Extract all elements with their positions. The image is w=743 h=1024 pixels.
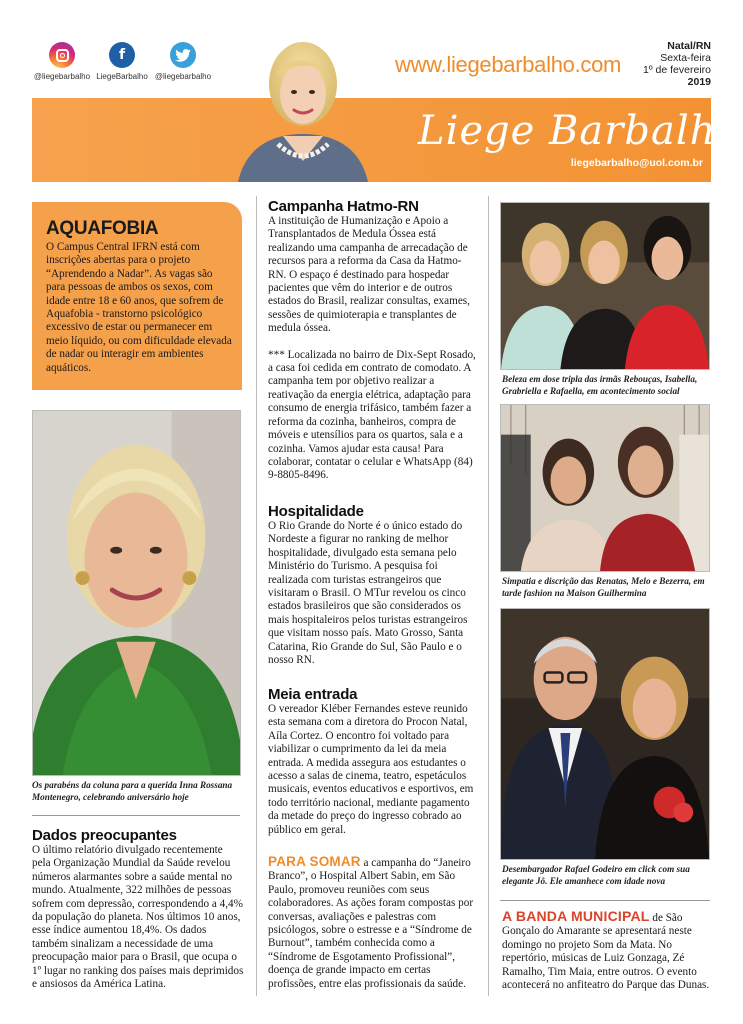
aquafobia-title: AQUAFOBIA	[46, 218, 159, 239]
column-divider	[256, 196, 257, 996]
hospitalidade-title: Hospitalidade	[268, 503, 364, 520]
website-link[interactable]: www.liegebarbalho.com	[395, 52, 622, 77]
photo-renatas-caption: Simpatia e discrição das Renatas, Melo e Bezerra, em tarde fashion na Maison Guilhermina	[502, 576, 705, 598]
city: Natal/RN	[667, 40, 711, 52]
aquafobia-text: O Campus Central IFRN está com inscrições abertas para o projeto “Aprendendo a Nadar”. As vagas são para pessoas de ambos os sexos, com idade entre 18 e 60 anos, que sofrem de Aquafobia - transtorno psicológico excessivo de estar ou permanecer em meio líquido, ou com dificuldade elevada de nadar ou interagir em ambientes aquáticos.	[46, 241, 232, 374]
meia-title: Meia entrada	[268, 686, 358, 703]
somar-article	[268, 855, 476, 991]
aquafobia-box	[32, 202, 242, 390]
dados-text: O último relatório divulgado recentemente pela Organização Mundial da Saúde revelou números alarmantes sobre a saúde mental no mundo. Atualmente, 322 milhões de pessoas sofrem com depressão, correspondendo a 4,4% da população do planeta. Nos últimos 10 anos, esse índice aumentou 18,4%. Os dados também sinalizam a necessidade de uma preocupação maior para o Brasil, que ocupa o 1º lugar no ranking dos países mais deprimidos e ansiosos da América Latina.	[32, 844, 244, 991]
date: 1º de fevereiro	[642, 64, 711, 76]
banda-text: de São Gonçalo do Amarante se apresentará neste domingo no projeto Som da Mata. No repertório, músicas de Luiz Gonzaga, Zé Ramalho, Tim Maia, entre outros. O evento acontecerá no anfiteatro do Parque das Dunas.	[502, 912, 710, 992]
photo-renatas	[500, 404, 710, 572]
campanha-article	[268, 198, 476, 483]
photo-reboucas-caption: Beleza em dose tripla das irmãs Rebouças, Isabella, Grabriella e Rafaella, em acontecimento social	[502, 374, 698, 396]
meia-text: O vereador Kléber Fernandes esteve reunido esta semana com a diretora do Procon Natal, Aíla Cortez. O encontro foi voltado para viabilizar o cumprimento da lei da meia entrada. A medida assegura aos estudantes o acesso a salas de cinema, teatro, espetáculos musicais, eventos educativos e esportivos, em todo território nacional, mediante pagamento da metade do preço do ingresso cobrado ao público em geral.	[268, 703, 474, 836]
edition-date	[643, 40, 711, 88]
instagram-link[interactable]	[32, 42, 92, 81]
dados-article	[32, 827, 244, 991]
instagram-handle: @liegebarbalho	[33, 72, 91, 81]
photo-reboucas-sisters	[500, 202, 710, 370]
facebook-icon: f	[109, 42, 135, 68]
weekday: Sexta-feira	[660, 52, 711, 64]
instagram-icon	[49, 42, 75, 68]
email-link[interactable]: liegebarbalho@uol.com.br	[570, 157, 703, 169]
hospitalidade-article	[268, 503, 476, 667]
photo-godeiro-caption: Desembargador Rafael Godeiro em click com sua elegante Jô. Ele amanhece com idade nova	[502, 864, 690, 886]
twitter-link[interactable]	[153, 42, 213, 81]
year: 2019	[687, 76, 711, 88]
banda-kicker: A BANDA MUNICIPAL	[502, 908, 650, 924]
photo-rafael-godeiro	[500, 608, 710, 860]
campanha-title: Campanha Hatmo-RN	[268, 198, 419, 215]
somar-kicker: PARA SOMAR	[268, 854, 361, 869]
column-brand: Liege Barbalho	[418, 108, 742, 154]
divider	[500, 900, 710, 901]
dados-title: Dados preocupantes	[32, 827, 177, 844]
photo-inna-montenegro	[32, 410, 241, 776]
twitter-icon	[170, 42, 196, 68]
columnist-portrait	[228, 36, 378, 182]
hospitalidade-text: O Rio Grande do Norte é o único estado do Nordeste a figurar no ranking de melhor hospitalidade, divulgado esta semana pelo Ministério do Turismo. A pesquisa foi realizada com turistas estrangeiros que visitaram o Brasil. O MTur revelou os cinco estados brasileiros que são considerados os mais hospitaleiros pelos turistas estrangeiros que visitam nosso país. Mato Grosso, Santa Catarina, Rio Grande do Sul, São Paulo e o nosso RN.	[268, 520, 468, 667]
twitter-handle: @liegebarbalho	[154, 72, 212, 81]
photo-inna-caption: Os parabéns da coluna para a querida Inna Rossana Montenegro, celebrando aniversário hoje	[32, 780, 233, 802]
somar-text: a campanha do “Janeiro Branco”, o Hospital Albert Sabin, em São Paulo, promoveu reuniões com seus colaboradores. As ações foram compostas por conversas, avaliações e palestras com psicólogos, sobre o estresse e a “Síndrome de Burnout”, também conhecida como a “Síndrome de Esgotamento Profissional”, doença de grande impacto em certas profissões, entre elas profissionais da saúde.	[268, 857, 474, 990]
campanha-text-1: A instituição de Humanização e Apoio a Transplantados de Medula Óssea está realizando uma campanha de arrecadação de recursos para a reforma da Casa da Hatmo-RN. O espaço é destinado para hospedar pacientes que vêm do interior e de outros estados do Brasil, realizar consultas, exames, sessões de quimioterapia e transplantes de medula óssea.	[268, 215, 470, 335]
facebook-handle: LiegeBarbalho	[96, 72, 148, 81]
divider	[32, 815, 240, 816]
meia-article	[268, 686, 476, 837]
banda-article	[502, 910, 714, 992]
column-divider	[488, 196, 489, 996]
campanha-text-2: *** Localizada no bairro de Dix-Sept Rosado, a casa foi cedida em contrato de comodato. A campanha tem por objetivo realizar a reativação da energia elétrica, adaptação para consumo de energia trifásico, também fazer a reforma da cozinha, banheiros, compra de móveis e utensílios para os quartos, sala e a cozinha. Vamos ajudar esta causa! Para colaborar, contatar o celular e WhatsApp (84) 9-8805-8496.	[268, 348, 476, 482]
facebook-link[interactable]	[92, 42, 152, 81]
